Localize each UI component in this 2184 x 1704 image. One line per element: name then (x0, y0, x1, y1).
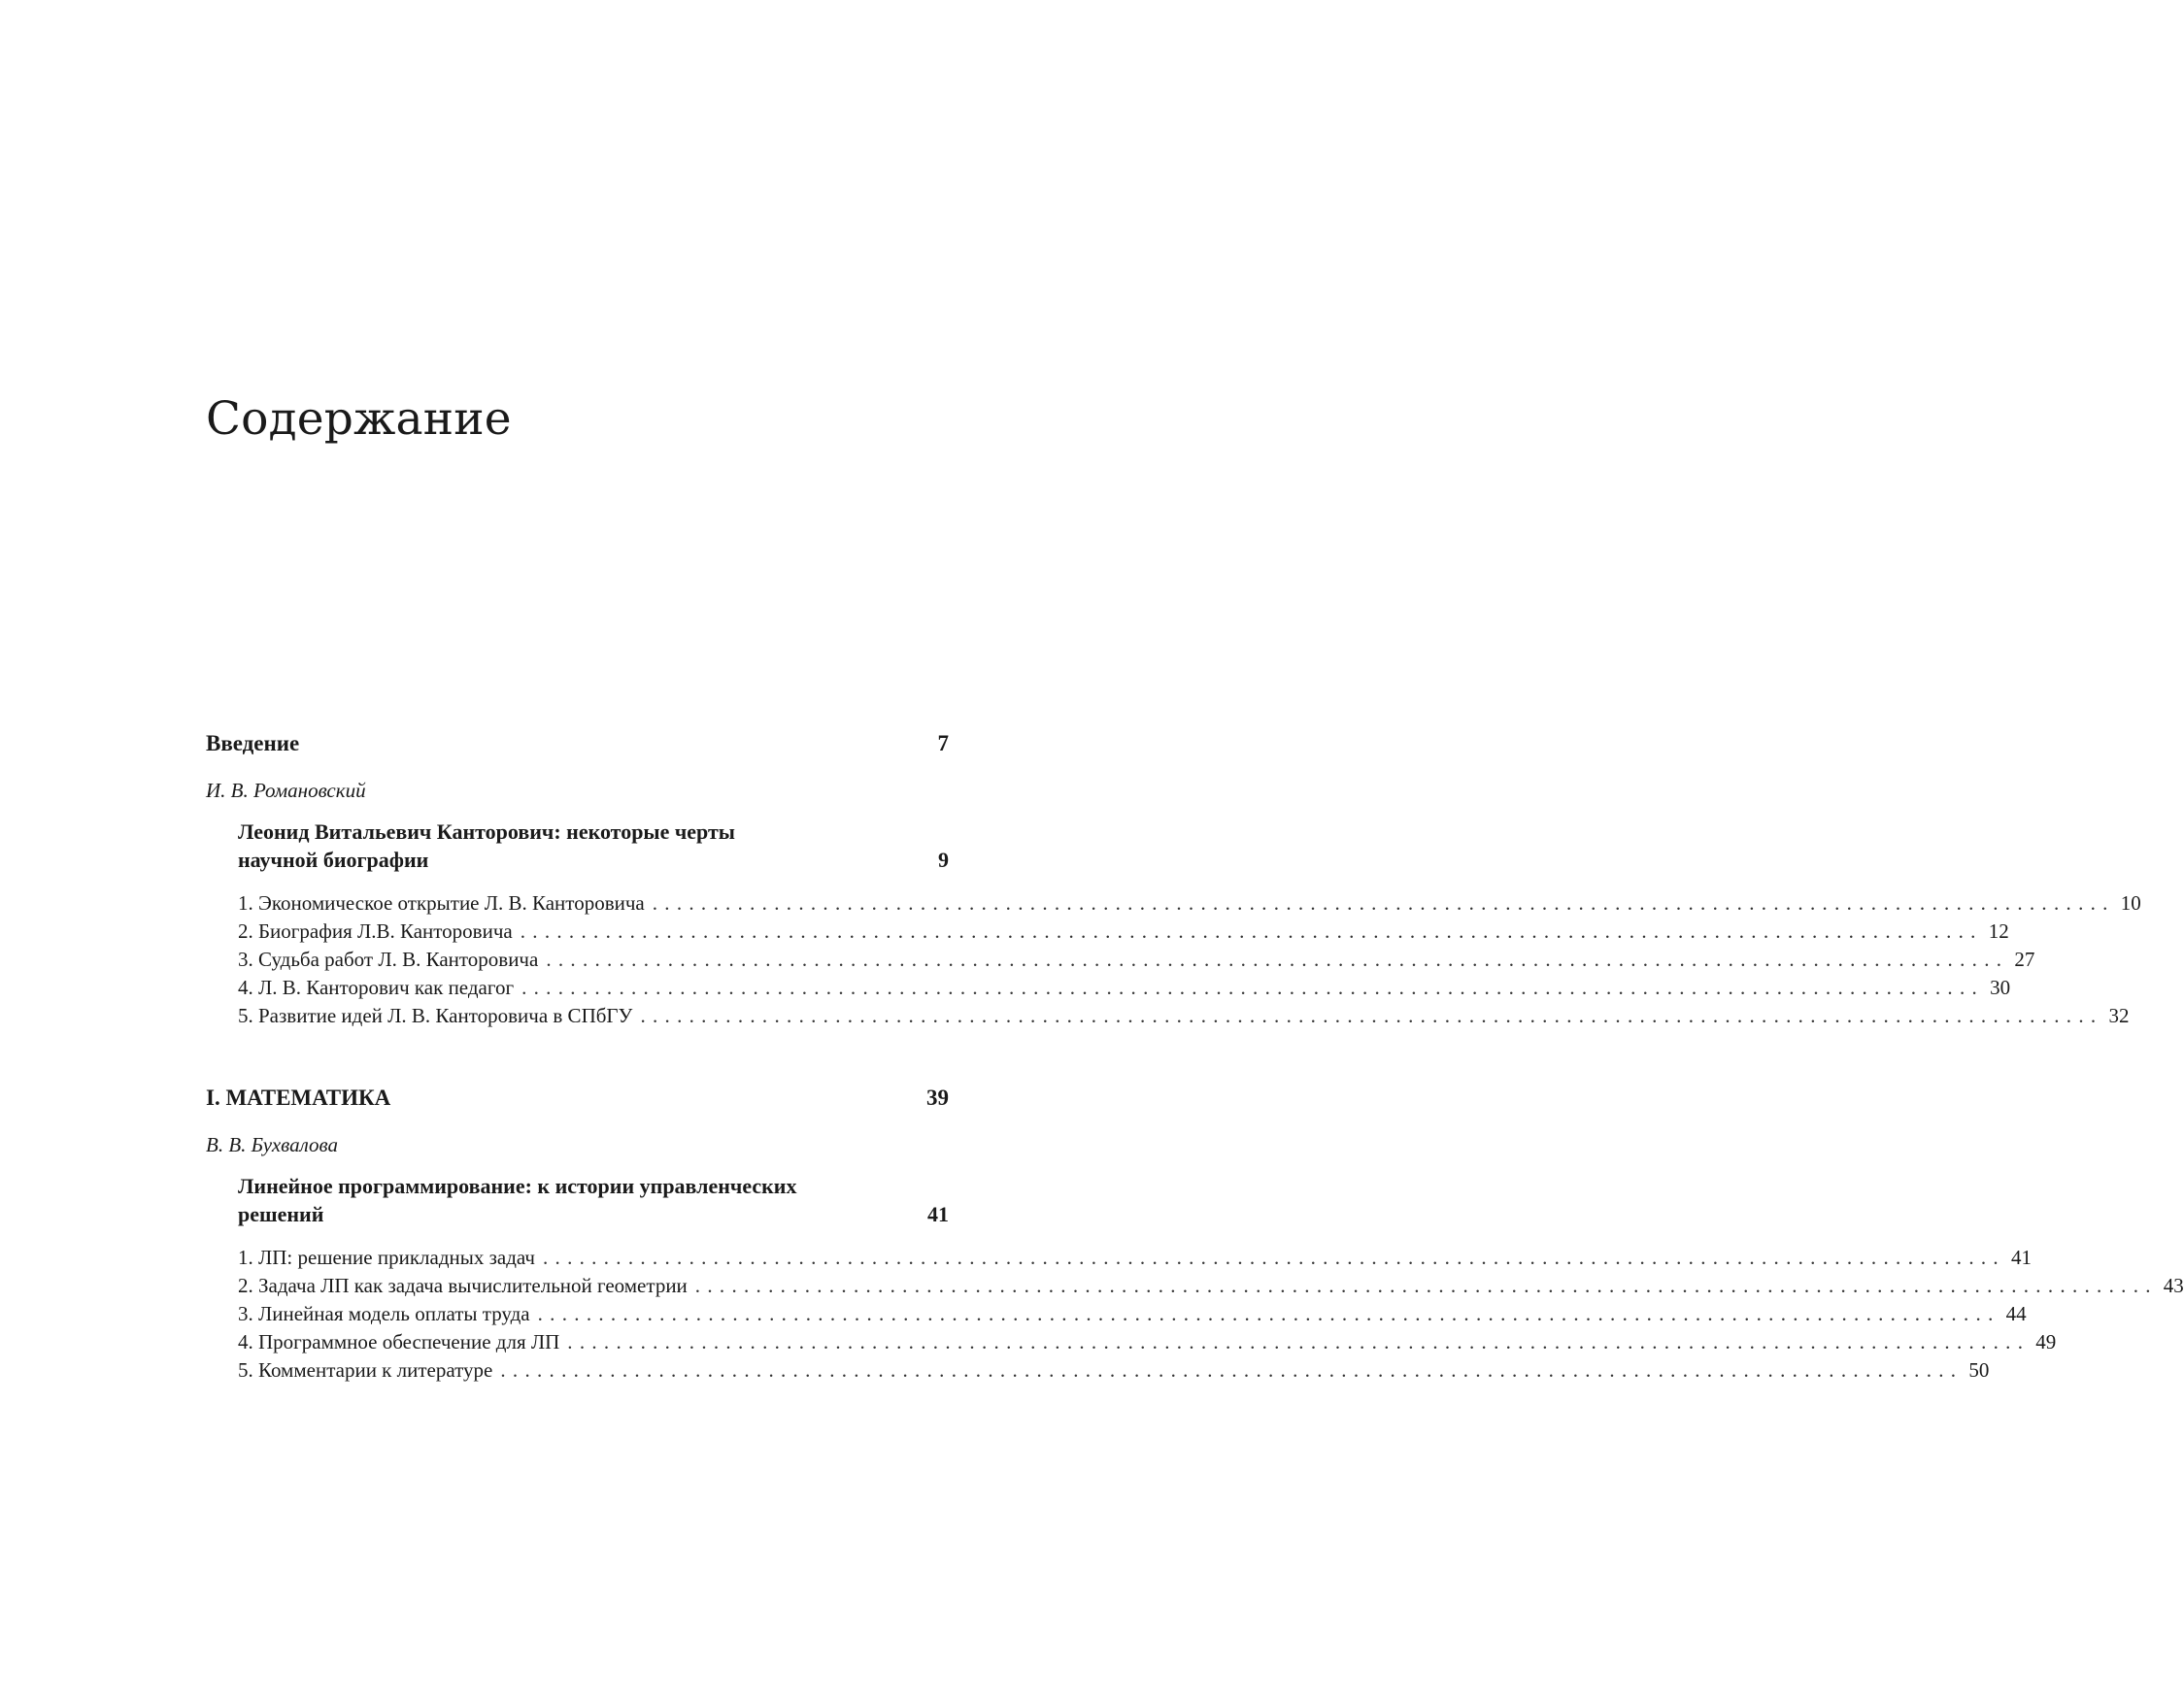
section-title: 5. Развитие идей Л. В. Канторовича в СПбГУ (238, 1004, 633, 1027)
toc-section[interactable] (238, 1272, 2184, 1300)
section-page: 44 (2005, 1302, 2027, 1325)
section-page: 10 (2120, 891, 2141, 915)
section-title: 2. Задача ЛП как задача вычислительной геометрии (238, 1274, 688, 1297)
section-page: 50 (1968, 1358, 1990, 1382)
part-title: Введение (206, 731, 300, 755)
section-title: 1. ЛП: решение прикладных задач (238, 1246, 535, 1269)
dot-leader: ........................................................................................................................ (546, 948, 2009, 971)
toc-section[interactable] (238, 1244, 2032, 1272)
section-page: 41 (2010, 1246, 2032, 1269)
section-title: 4. Программное обеспечение для ЛП (238, 1330, 560, 1353)
part-title: I. МАТЕМАТИКА (206, 1086, 391, 1110)
section-page: 43 (2163, 1274, 2184, 1297)
section-page: 30 (1990, 976, 2011, 999)
chapter-page: 9 (938, 848, 949, 872)
dot-leader: ........................................................................................................................ (694, 1274, 2158, 1297)
dot-leader: ........................................................................................................................ (537, 1302, 2000, 1325)
page-title: Содержание (206, 392, 512, 446)
toc-section[interactable] (238, 1328, 2057, 1356)
toc-part-intro[interactable] (206, 730, 949, 757)
toc-section[interactable] (238, 946, 2035, 974)
section-page: 49 (2035, 1330, 2057, 1353)
toc-section[interactable] (238, 1300, 2027, 1328)
toc-part-mathematics[interactable] (206, 1085, 949, 1112)
toc-section[interactable] (238, 889, 2141, 918)
part-page: 39 (926, 1086, 949, 1110)
chapter-title-line2: решений (238, 1202, 324, 1226)
section-title: 1. Экономическое открытие Л. В. Канторовича (238, 891, 645, 915)
dot-leader: ........................................................................................................................ (652, 891, 2115, 915)
section-title: 2. Биография Л.В. Канторовича (238, 919, 513, 943)
section-title: 3. Линейная модель оплаты труда (238, 1302, 530, 1325)
chapter-title-line1: Линейное программирование: к истории управленческих (238, 1174, 797, 1198)
chapter-page: 41 (927, 1202, 949, 1226)
section-page: 27 (2014, 948, 2035, 971)
part-page: 7 (937, 731, 949, 755)
section-title: 5. Комментарии к литературе (238, 1358, 493, 1382)
toc-section[interactable] (238, 1356, 1990, 1385)
chapter-author: В. В. Бухвалова (206, 1133, 339, 1156)
dot-leader: ........................................................................................................................ (567, 1330, 2031, 1353)
chapter-title-line2: научной биографии (238, 848, 429, 872)
dot-leader: ........................................................................................................................ (640, 1004, 2103, 1027)
section-page: 12 (1988, 919, 2009, 943)
chapter-author: И. В. Романовский (206, 779, 366, 802)
dot-leader: ........................................................................................................................ (500, 1358, 1964, 1382)
chapter-sections (238, 889, 2141, 1030)
chapter-sections (238, 1244, 2184, 1385)
dot-leader: ........................................................................................................................ (521, 976, 1985, 999)
toc-chapter-kantorovich-biography[interactable] (238, 818, 949, 874)
section-title: 3. Судьба работ Л. В. Канторовича (238, 948, 539, 971)
toc-section[interactable] (238, 1002, 2130, 1030)
section-page: 32 (2108, 1004, 2130, 1027)
chapter-title-line1: Леонид Витальевич Канторович: некоторые черты (238, 819, 735, 844)
dot-leader: ........................................................................................................................ (542, 1246, 2005, 1269)
toc-chapter-linear-programming[interactable] (238, 1172, 949, 1228)
dot-leader: ........................................................................................................................ (520, 919, 1983, 943)
toc-section[interactable] (238, 974, 2011, 1002)
toc-section[interactable] (238, 918, 2009, 946)
section-title: 4. Л. В. Канторович как педагог (238, 976, 515, 999)
table-of-contents (206, 730, 2184, 1385)
